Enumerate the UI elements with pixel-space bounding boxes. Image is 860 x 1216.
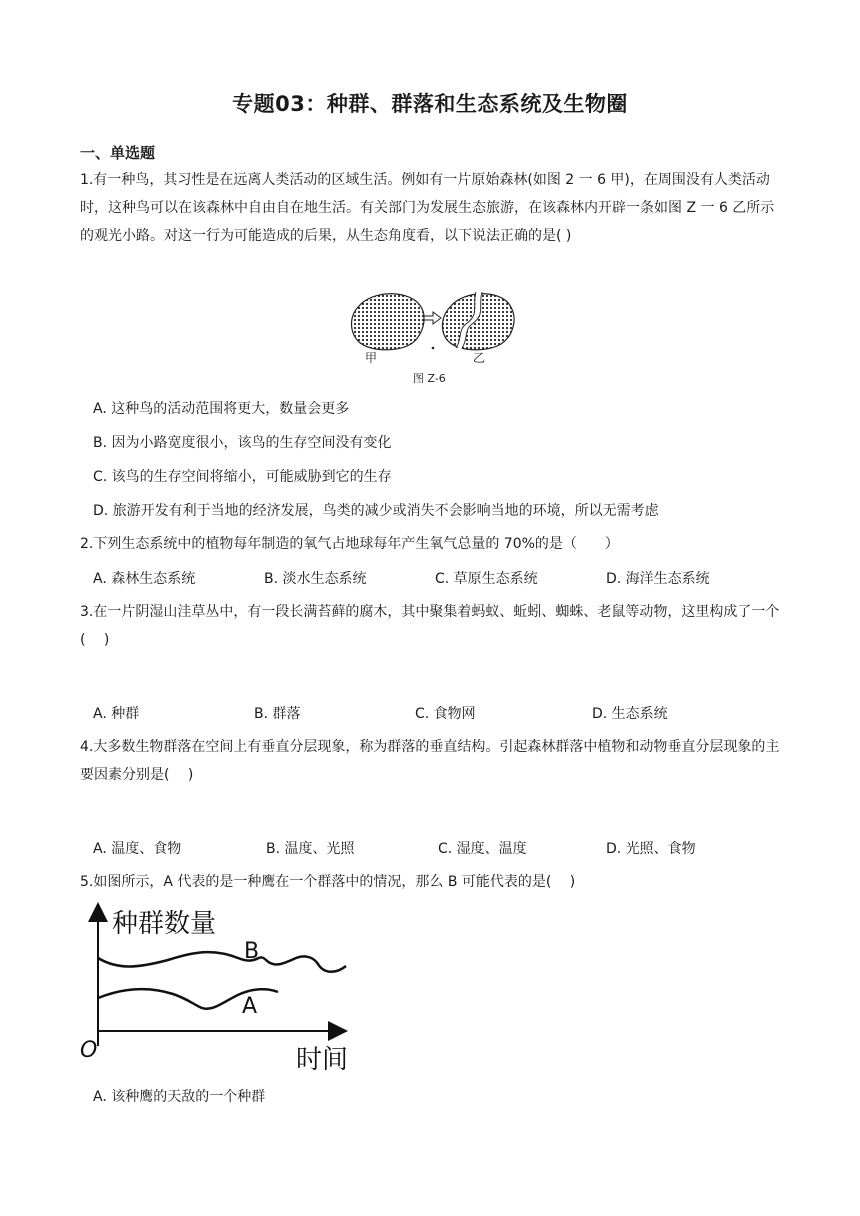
question-5-stem: 5.如图所示，A 代表的是一种鹰在一个群落中的情况，那么 B 可能代表的是( ) — [80, 874, 576, 890]
question-5-figure — [78, 900, 358, 1075]
question-3-stem: 3.在一片阴湿山洼草丛中，有一段长满苔藓的腐木，其中聚集着蚂蚁、蚯蚓、蜘蛛、老鼠等动物，这里构成了一个( ) — [80, 604, 780, 648]
page-title: 专题03：种群、群落和生态系统及生物圈 — [232, 92, 628, 116]
q3-option-a: A. 种群 — [93, 706, 140, 722]
q5-option-a: A. 该种鹰的天敌的一个种群 — [93, 1089, 266, 1105]
section-heading: 一、单选题 — [80, 144, 156, 162]
question-2-stem: 2.下列生态系统中的植物每年制造的氧气占地球每年产生氧气总量的 70%的是（ ） — [80, 536, 619, 552]
q1-option-b: B. 因为小路宽度很小，该鸟的生存空间没有变化 — [93, 435, 392, 451]
curve-b-label: B — [244, 939, 260, 964]
q4-option-a: A. 温度、食物 — [93, 841, 182, 857]
q2-option-a: A. 森林生态系统 — [93, 571, 196, 587]
question-1-stem: 1.有一种鸟，其习性是在远离人类活动的区域生活。例如有一片原始森林(如图 2 一 6 甲)，在周围没有人类活动时，这种鸟可以在该森林中自由自在地生活。有关部门为发展生态旅游，在该森林内开辟一条如图 Z 一 6 乙所示的观光小路。对这一行为可能造成的后果，从生态角度看，以下说法正确的是( ) — [80, 172, 775, 244]
figure-label-left: 甲 — [365, 351, 378, 365]
q3-option-c: C. 食物网 — [415, 706, 476, 722]
q4-option-c: C. 湿度、温度 — [438, 841, 527, 857]
q1-option-a: A. 这种鸟的活动范围将更大，数量会更多 — [93, 401, 350, 417]
x-axis-label: 时间 — [296, 1045, 349, 1075]
curve-a-label: A — [242, 994, 258, 1019]
figure-caption: 图 Z-6 — [413, 372, 446, 385]
q1-option-d: D. 旅游开发有利于当地的经济发展，鸟类的减少或消失不会影响当地的环境，所以无需考虑 — [93, 503, 659, 519]
curve-b — [98, 952, 346, 972]
q3-option-d: D. 生态系统 — [592, 706, 668, 722]
y-axis-label: 种群数量 — [112, 909, 217, 939]
q3-option-b: B. 群落 — [254, 706, 301, 722]
question-1-figure — [345, 286, 520, 386]
forest-original-shape — [352, 294, 425, 350]
q4-option-b: B. 温度、光照 — [266, 841, 355, 857]
origin-label: O — [80, 1038, 98, 1063]
q1-option-c: C. 该鸟的生存空间将缩小，可能威胁到它的生存 — [93, 469, 392, 485]
q2-option-b: B. 淡水生态系统 — [264, 571, 367, 587]
q4-option-d: D. 光照、食物 — [606, 841, 696, 857]
arrow-icon — [424, 312, 441, 324]
q2-option-c: C. 草原生态系统 — [435, 571, 538, 587]
q2-option-d: D. 海洋生态系统 — [606, 571, 710, 587]
figure-label-right: 乙 — [473, 351, 486, 365]
question-4-stem: 4.大多数生物群落在空间上有垂直分层现象，称为群落的垂直结构。引起森林群落中植物和动物垂直分层现象的主要因素分别是( ) — [80, 739, 780, 783]
